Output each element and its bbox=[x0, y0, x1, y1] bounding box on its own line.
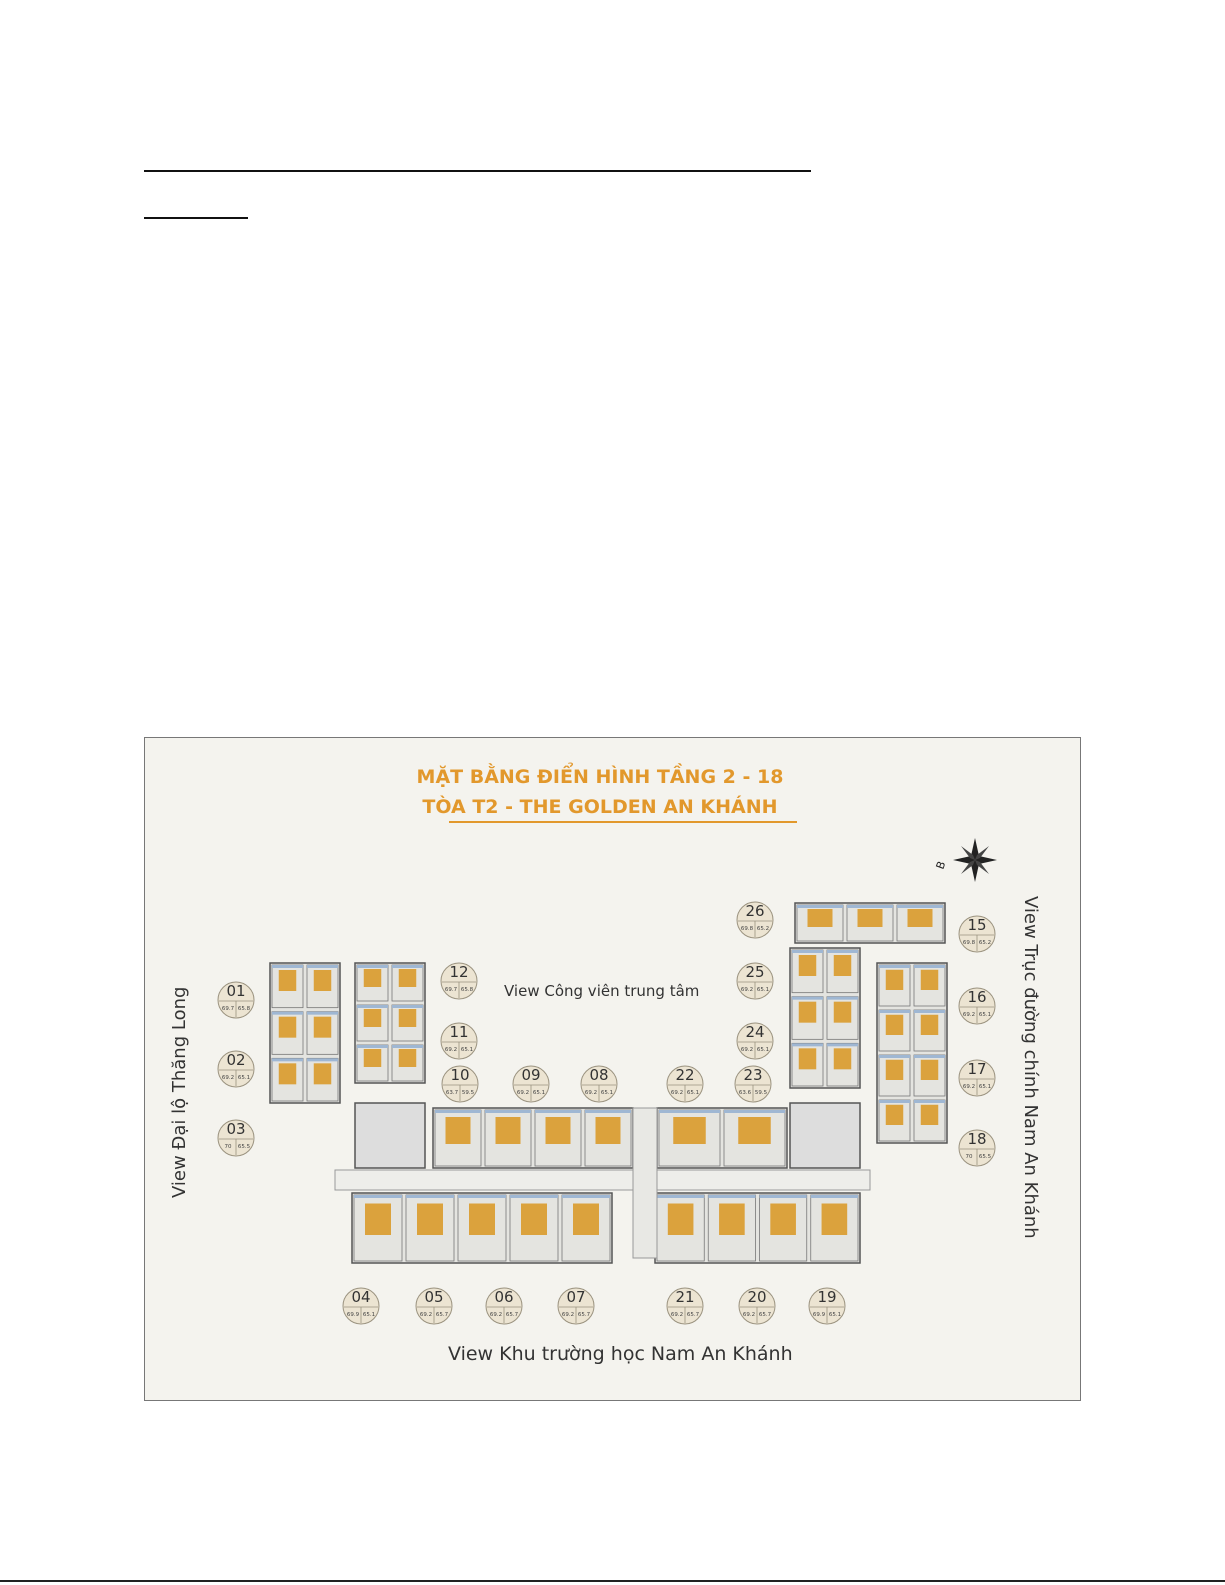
unit-area-a: 69.7 bbox=[221, 1006, 235, 1012]
unit-badge-24 bbox=[737, 1023, 773, 1059]
unit-number: 03 bbox=[226, 1120, 246, 1138]
unit-badge-26 bbox=[737, 902, 773, 938]
bedroom-fill bbox=[858, 909, 883, 927]
stair-core bbox=[633, 1108, 657, 1258]
bedroom-fill bbox=[719, 1204, 745, 1236]
unit-number: 23 bbox=[743, 1066, 763, 1084]
unit-number: 17 bbox=[967, 1060, 987, 1078]
bedroom-fill bbox=[279, 1063, 297, 1084]
unit-number: 21 bbox=[675, 1288, 695, 1306]
bedroom-fill bbox=[921, 970, 939, 990]
unit-number: 19 bbox=[817, 1288, 837, 1306]
unit-area-b: 65.1 bbox=[686, 1090, 700, 1096]
plan-title-line1: MẶT BẰNG ĐIỂN HÌNH TẦNG 2 - 18 bbox=[416, 766, 784, 788]
core-right bbox=[790, 1103, 860, 1168]
bedroom-fill bbox=[573, 1204, 599, 1236]
unit-area-a: 69.9 bbox=[346, 1312, 360, 1318]
compass-label: B bbox=[933, 859, 949, 872]
unit-area-a: 63.6 bbox=[738, 1090, 752, 1096]
unit-area-b: 65.7 bbox=[435, 1312, 449, 1318]
unit-number: 22 bbox=[675, 1066, 695, 1084]
balcony-strip bbox=[914, 1010, 945, 1013]
unit-area-a: 69.2 bbox=[419, 1312, 433, 1318]
unit-area-b: 65.7 bbox=[505, 1312, 519, 1318]
unit-area-a: 69.2 bbox=[670, 1090, 684, 1096]
balcony-strip bbox=[485, 1110, 531, 1113]
compass-icon bbox=[953, 838, 997, 882]
unit-number: 12 bbox=[449, 963, 469, 981]
balcony-strip bbox=[392, 1045, 423, 1048]
bedroom-fill bbox=[799, 1002, 817, 1023]
unit-number: 10 bbox=[450, 1066, 470, 1084]
bedroom-fill bbox=[314, 1063, 332, 1084]
balcony-strip bbox=[585, 1110, 631, 1113]
bedroom-fill bbox=[364, 969, 382, 987]
unit-number: 08 bbox=[589, 1066, 609, 1084]
balcony-strip bbox=[792, 1043, 823, 1046]
bedroom-fill bbox=[770, 1204, 796, 1236]
bedroom-fill bbox=[364, 1049, 382, 1067]
bedroom-fill bbox=[399, 969, 417, 987]
floor-plan-drawing bbox=[145, 738, 1080, 1400]
unit-area-a: 69.9 bbox=[812, 1312, 826, 1318]
unit-area-b: 65.1 bbox=[600, 1090, 614, 1096]
unit-area-a: 69.8 bbox=[962, 940, 976, 946]
bedroom-fill bbox=[886, 1015, 904, 1035]
core-left bbox=[355, 1103, 425, 1168]
balcony-strip bbox=[272, 965, 303, 968]
balcony-strip bbox=[897, 905, 943, 908]
unit-area-a: 69.2 bbox=[489, 1312, 503, 1318]
unit-badge-16 bbox=[959, 988, 995, 1024]
unit-area-a: 63.7 bbox=[445, 1090, 459, 1096]
unit-area-b: 59.5 bbox=[461, 1090, 475, 1096]
balcony-strip bbox=[458, 1195, 506, 1198]
bedroom-fill bbox=[279, 970, 297, 991]
bedroom-fill bbox=[469, 1204, 495, 1236]
balcony-strip bbox=[914, 1055, 945, 1058]
bedroom-fill bbox=[886, 1060, 904, 1080]
view-right-label: View Trục đường chính Nam An Khánh bbox=[1020, 896, 1041, 1239]
view-top-label: View Công viên trung tâm bbox=[504, 982, 700, 1000]
unit-number: 26 bbox=[745, 902, 765, 920]
unit-area-b: 65.1 bbox=[532, 1090, 546, 1096]
balcony-strip bbox=[847, 905, 893, 908]
unit-number: 06 bbox=[494, 1288, 514, 1306]
balcony-strip bbox=[307, 965, 338, 968]
unit-badge-21 bbox=[667, 1288, 703, 1324]
unit-area-b: 65.1 bbox=[978, 1012, 992, 1018]
title-underline bbox=[449, 821, 797, 823]
balcony-strip bbox=[827, 997, 858, 1000]
unit-area-b: 65.1 bbox=[756, 987, 770, 993]
bedroom-fill bbox=[799, 955, 817, 976]
unit-number: 24 bbox=[745, 1023, 765, 1041]
bedroom-fill bbox=[314, 970, 332, 991]
unit-number: 18 bbox=[967, 1130, 987, 1148]
unit-area-a: 69.2 bbox=[742, 1312, 756, 1318]
bedroom-fill bbox=[417, 1204, 443, 1236]
unit-area-b: 59.5 bbox=[754, 1090, 768, 1096]
unit-area-b: 65.1 bbox=[237, 1075, 251, 1081]
balcony-strip bbox=[879, 1100, 910, 1103]
balcony-strip bbox=[879, 1010, 910, 1013]
header-rule-short bbox=[144, 217, 248, 219]
unit-number: 25 bbox=[745, 963, 765, 981]
corridor bbox=[335, 1170, 870, 1190]
bedroom-fill bbox=[446, 1117, 471, 1144]
unit-number: 01 bbox=[226, 982, 246, 1000]
unit-area-a: 69.2 bbox=[962, 1084, 976, 1090]
unit-badge-02 bbox=[218, 1051, 254, 1087]
bedroom-fill bbox=[546, 1117, 571, 1144]
bedroom-fill bbox=[886, 1105, 904, 1125]
balcony-strip bbox=[307, 1058, 338, 1061]
bedroom-fill bbox=[834, 1002, 852, 1023]
bedroom-fill bbox=[799, 1048, 817, 1069]
bedroom-fill bbox=[364, 1009, 382, 1027]
unit-number: 09 bbox=[521, 1066, 541, 1084]
balcony-strip bbox=[792, 997, 823, 1000]
balcony-strip bbox=[811, 1195, 858, 1198]
bedroom-fill bbox=[399, 1049, 417, 1067]
unit-area-b: 65.5 bbox=[978, 1154, 992, 1160]
balcony-strip bbox=[354, 1195, 402, 1198]
unit-badge-01 bbox=[218, 982, 254, 1018]
unit-number: 02 bbox=[226, 1051, 246, 1069]
bedroom-fill bbox=[314, 1017, 332, 1038]
unit-area-b: 65.7 bbox=[758, 1312, 772, 1318]
unit-badge-05 bbox=[416, 1288, 452, 1324]
balcony-strip bbox=[797, 905, 843, 908]
unit-badge-09 bbox=[513, 1066, 549, 1102]
unit-number: 16 bbox=[967, 988, 987, 1006]
unit-badge-17 bbox=[959, 1060, 995, 1096]
unit-badge-10 bbox=[442, 1066, 478, 1102]
bedroom-fill bbox=[834, 1048, 852, 1069]
bedroom-fill bbox=[921, 1060, 939, 1080]
unit-area-b: 65.1 bbox=[978, 1084, 992, 1090]
unit-badge-19 bbox=[809, 1288, 845, 1324]
unit-badge-22 bbox=[667, 1066, 703, 1102]
balcony-strip bbox=[879, 1055, 910, 1058]
bedroom-fill bbox=[921, 1105, 939, 1125]
page-bottom-rule bbox=[0, 1580, 1225, 1582]
unit-area-a: 69.2 bbox=[444, 1047, 458, 1053]
unit-area-a: 69.2 bbox=[670, 1312, 684, 1318]
header-rule-long bbox=[144, 170, 811, 172]
unit-area-a: 69.2 bbox=[584, 1090, 598, 1096]
unit-area-a: 69.2 bbox=[740, 987, 754, 993]
unit-number: 05 bbox=[424, 1288, 444, 1306]
unit-area-a: 70 bbox=[965, 1154, 973, 1160]
unit-area-b: 65.1 bbox=[460, 1047, 474, 1053]
bedroom-fill bbox=[834, 955, 852, 976]
balcony-strip bbox=[510, 1195, 558, 1198]
unit-badge-15 bbox=[959, 916, 995, 952]
balcony-strip bbox=[827, 950, 858, 953]
plan-title-line2: TÒA T2 - THE GOLDEN AN KHÁNH bbox=[422, 796, 778, 818]
bedroom-fill bbox=[886, 970, 904, 990]
balcony-strip bbox=[914, 965, 945, 968]
unit-badge-12 bbox=[441, 963, 477, 999]
unit-badge-11 bbox=[441, 1023, 477, 1059]
unit-area-b: 65.8 bbox=[460, 987, 474, 993]
bedroom-fill bbox=[496, 1117, 521, 1144]
balcony-strip bbox=[392, 965, 423, 968]
balcony-strip bbox=[272, 1012, 303, 1015]
unit-badge-03 bbox=[218, 1120, 254, 1156]
unit-area-a: 69.7 bbox=[444, 987, 458, 993]
bedroom-fill bbox=[399, 1009, 417, 1027]
balcony-strip bbox=[406, 1195, 454, 1198]
unit-area-a: 69.2 bbox=[516, 1090, 530, 1096]
balcony-strip bbox=[435, 1110, 481, 1113]
unit-area-b: 65.1 bbox=[828, 1312, 842, 1318]
bedroom-fill bbox=[738, 1117, 771, 1144]
bedroom-fill bbox=[808, 909, 833, 927]
balcony-strip bbox=[879, 965, 910, 968]
bedroom-fill bbox=[822, 1204, 848, 1236]
bedroom-fill bbox=[521, 1204, 547, 1236]
bedroom-fill bbox=[908, 909, 933, 927]
unit-area-a: 69.2 bbox=[740, 1047, 754, 1053]
unit-area-b: 65.7 bbox=[577, 1312, 591, 1318]
unit-area-a: 69.2 bbox=[561, 1312, 575, 1318]
balcony-strip bbox=[792, 950, 823, 953]
bedroom-fill bbox=[673, 1117, 706, 1144]
unit-badge-20 bbox=[739, 1288, 775, 1324]
balcony-strip bbox=[535, 1110, 581, 1113]
unit-area-b: 65.5 bbox=[237, 1144, 251, 1150]
balcony-strip bbox=[914, 1100, 945, 1103]
balcony-strip bbox=[760, 1195, 807, 1198]
unit-badge-04 bbox=[343, 1288, 379, 1324]
unit-number: 20 bbox=[747, 1288, 767, 1306]
unit-area-b: 65.7 bbox=[686, 1312, 700, 1318]
floor-plan-image bbox=[144, 737, 1081, 1401]
balcony-strip bbox=[708, 1195, 755, 1198]
unit-area-a: 69.2 bbox=[221, 1075, 235, 1081]
bedroom-fill bbox=[668, 1204, 694, 1236]
balcony-strip bbox=[392, 1005, 423, 1008]
unit-number: 11 bbox=[449, 1023, 469, 1041]
unit-area-a: 70 bbox=[224, 1144, 232, 1150]
bedroom-fill bbox=[365, 1204, 391, 1236]
balcony-strip bbox=[724, 1110, 785, 1113]
balcony-strip bbox=[827, 1043, 858, 1046]
balcony-strip bbox=[272, 1058, 303, 1061]
unit-badge-07 bbox=[558, 1288, 594, 1324]
balcony-strip bbox=[357, 1005, 388, 1008]
unit-badge-08 bbox=[581, 1066, 617, 1102]
unit-area-b: 65.8 bbox=[237, 1006, 251, 1012]
unit-number: 15 bbox=[967, 916, 987, 934]
bedroom-fill bbox=[921, 1015, 939, 1035]
balcony-strip bbox=[562, 1195, 610, 1198]
balcony-strip bbox=[357, 1045, 388, 1048]
unit-badge-25 bbox=[737, 963, 773, 999]
unit-badge-06 bbox=[486, 1288, 522, 1324]
unit-area-b: 65.2 bbox=[756, 926, 770, 932]
unit-area-a: 69.2 bbox=[962, 1012, 976, 1018]
view-bottom-label: View Khu trường học Nam An Khánh bbox=[448, 1343, 793, 1365]
balcony-strip bbox=[307, 1012, 338, 1015]
unit-area-a: 69.8 bbox=[740, 926, 754, 932]
bedroom-fill bbox=[279, 1017, 297, 1038]
unit-badge-23 bbox=[735, 1066, 771, 1102]
unit-area-b: 65.1 bbox=[362, 1312, 376, 1318]
balcony-strip bbox=[657, 1195, 704, 1198]
balcony-strip bbox=[357, 965, 388, 968]
balcony-strip bbox=[659, 1110, 720, 1113]
bedroom-fill bbox=[596, 1117, 621, 1144]
unit-badge-18 bbox=[959, 1130, 995, 1166]
unit-area-b: 65.1 bbox=[756, 1047, 770, 1053]
view-left-label: View Đại lộ Thăng Long bbox=[169, 986, 190, 1198]
unit-number: 04 bbox=[351, 1288, 371, 1306]
unit-area-b: 65.2 bbox=[978, 940, 992, 946]
unit-number: 07 bbox=[566, 1288, 586, 1306]
